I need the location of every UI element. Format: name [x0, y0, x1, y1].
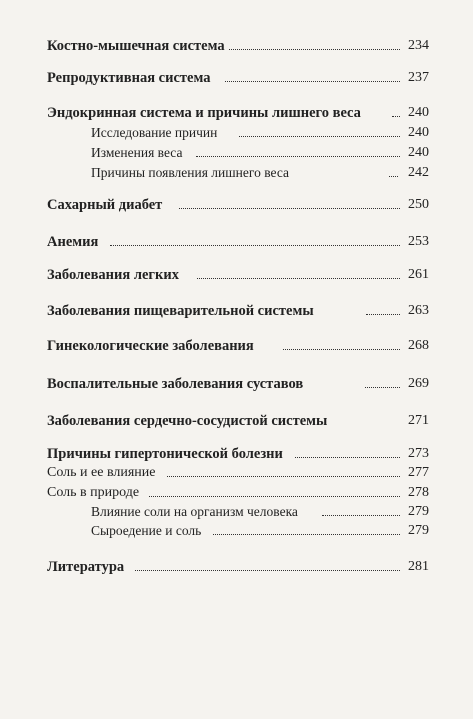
- toc-entry[interactable]: [0, 337, 473, 355]
- toc-entry-title: Эндокринная система и причины лишнего веса: [47, 105, 361, 121]
- toc-leader-dots: [225, 81, 400, 82]
- toc-leader-dots: [239, 136, 400, 137]
- toc-entry[interactable]: [0, 196, 473, 214]
- toc-leader-dots: [365, 387, 400, 388]
- toc-leader-dots: [110, 245, 400, 246]
- toc-entry[interactable]: [0, 164, 473, 182]
- toc-entry-title: Заболевания сердечно-сосудистой системы: [47, 413, 328, 429]
- toc-entry-title: Изменения веса: [91, 145, 183, 160]
- toc-entry-title: Соль в природе: [47, 485, 140, 500]
- toc-leader-dots: [167, 476, 400, 477]
- toc-page-number: 237: [408, 70, 429, 85]
- toc-page-number: 234: [408, 38, 429, 53]
- toc-page-number: 253: [408, 234, 429, 249]
- toc-leader-dots: [213, 534, 400, 535]
- toc-entry[interactable]: [0, 266, 473, 284]
- toc-page-number: 242: [408, 165, 429, 180]
- toc-leader-dots: [196, 156, 400, 157]
- toc-entry-title: Причины гипертонической болезни: [47, 446, 283, 462]
- toc-entry[interactable]: [0, 375, 473, 393]
- toc-page-number: 281: [408, 559, 429, 574]
- toc-entry[interactable]: [0, 233, 473, 251]
- toc-entry[interactable]: [0, 484, 473, 502]
- toc-page-number: 279: [408, 523, 429, 538]
- toc-page-number: 279: [408, 504, 429, 519]
- toc-entry-title: Анемия: [47, 234, 99, 250]
- toc-page-number: 240: [408, 145, 429, 160]
- toc-leader-dots: [295, 457, 400, 458]
- toc-leader-dots: [149, 496, 400, 497]
- toc-entry-title: Соль и ее влияние: [47, 465, 156, 480]
- toc-entry[interactable]: [0, 144, 473, 162]
- toc-entry-title: Костно-мышечная система: [47, 38, 225, 54]
- toc-leader-dots: [392, 116, 400, 117]
- toc-entry[interactable]: [0, 558, 473, 576]
- toc-entry-title: Сыроедение и соль: [91, 523, 202, 538]
- toc-entry[interactable]: [0, 37, 473, 55]
- toc-page-number: 278: [408, 485, 429, 500]
- toc-entry-title: Влияние соли на организм человека: [91, 504, 298, 519]
- toc-leader-dots: [322, 515, 400, 516]
- toc-leader-dots: [389, 176, 398, 177]
- toc-entry-title: Литература: [47, 559, 125, 575]
- toc-page-number: 263: [408, 303, 429, 318]
- toc-entry[interactable]: [0, 464, 473, 482]
- toc-page-number: 277: [408, 465, 429, 480]
- toc-entry[interactable]: [0, 104, 473, 122]
- toc-entry[interactable]: [0, 503, 473, 521]
- toc-entry-title: Воспалительные заболевания суставов: [47, 376, 304, 392]
- toc-entry-title: Причины появления лишнего веса: [91, 165, 289, 180]
- toc-page-number: 271: [408, 413, 429, 428]
- toc-leader-dots: [229, 49, 400, 50]
- toc-entry[interactable]: [0, 412, 473, 430]
- toc-leader-dots: [179, 208, 400, 209]
- toc-entry[interactable]: [0, 69, 473, 87]
- toc-page-number: 273: [408, 446, 429, 461]
- toc-entry-title: Гинекологические заболевания: [47, 338, 254, 354]
- toc-page-number: 240: [408, 105, 429, 120]
- toc-entry-title: Сахарный диабет: [47, 197, 163, 213]
- toc-leader-dots: [366, 314, 400, 315]
- toc-entry[interactable]: [0, 302, 473, 320]
- toc-page-number: 250: [408, 197, 429, 212]
- toc-leader-dots: [135, 570, 400, 571]
- toc-entry-title: Заболевания легких: [47, 267, 179, 283]
- toc-entry[interactable]: [0, 445, 473, 463]
- toc-entry[interactable]: [0, 124, 473, 142]
- toc-entry-title: Заболевания пищеварительной системы: [47, 303, 314, 319]
- toc-leader-dots: [283, 349, 400, 350]
- toc-entry-title: Исследование причин: [91, 125, 218, 140]
- toc-entry-title: Репродуктивная система: [47, 70, 211, 86]
- toc-page-number: 261: [408, 267, 429, 282]
- toc-page-number: 240: [408, 125, 429, 140]
- toc-page-number: 269: [408, 376, 429, 391]
- toc-entry[interactable]: [0, 522, 473, 540]
- toc-page-number: 268: [408, 338, 429, 353]
- toc-leader-dots: [197, 278, 400, 279]
